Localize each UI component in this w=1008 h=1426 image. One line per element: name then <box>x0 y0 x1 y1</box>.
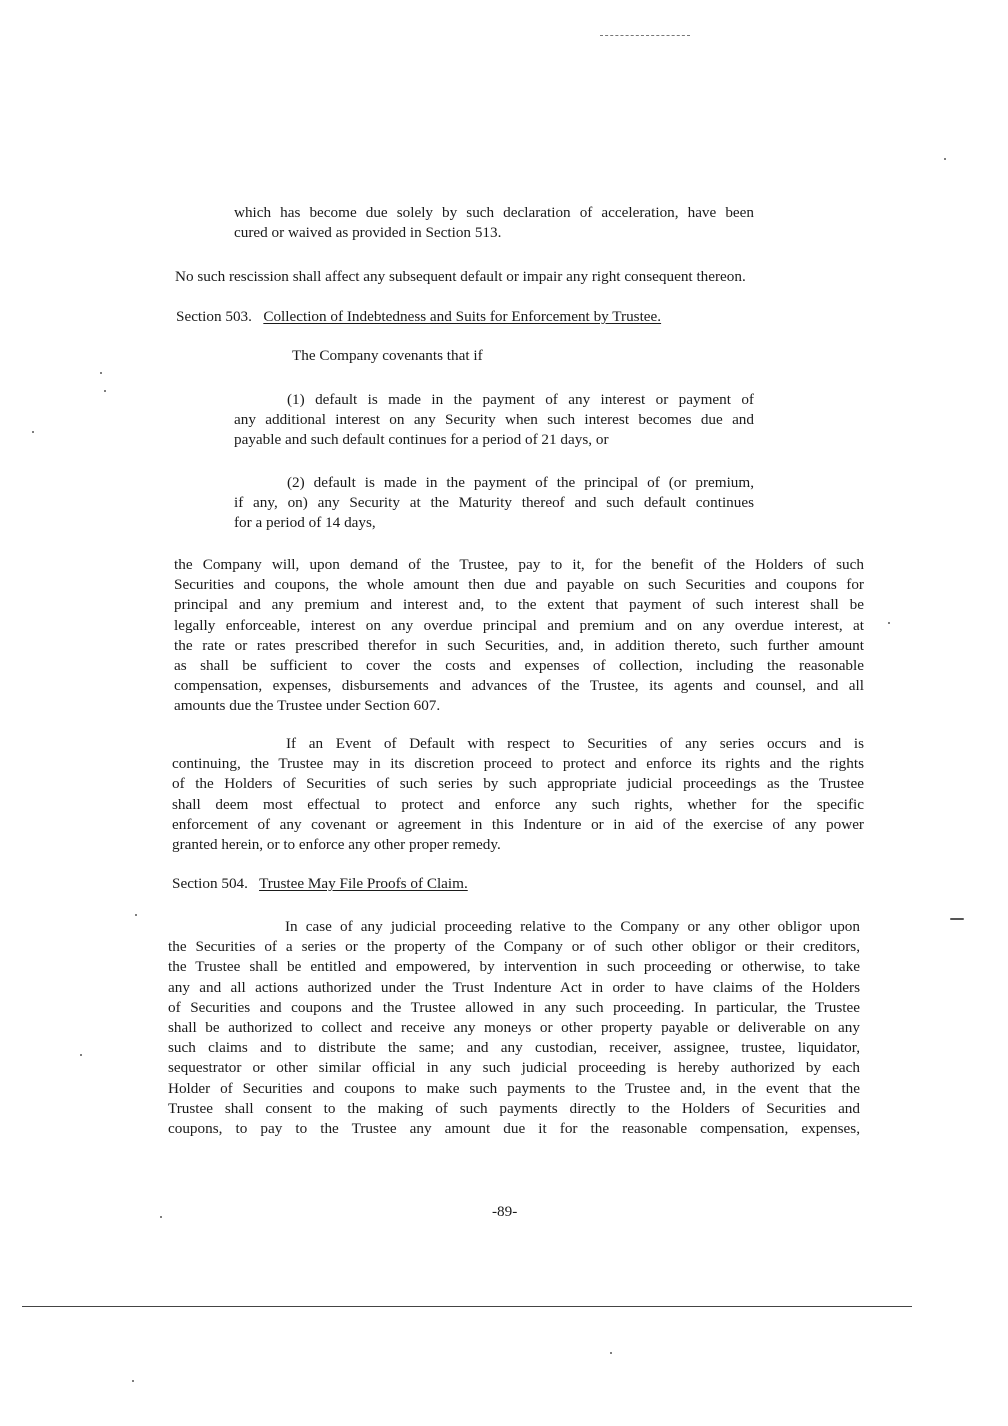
no-such-rescission-paragraph: No such rescission shall affect any subsequent default or impair any right consequent thereon. <box>175 268 746 285</box>
text-line: granted herein, or to enforce any other proper remedy. <box>172 836 501 854</box>
text-line: shall be authorized to collect and receive any moneys or other property payable or deliverable on any <box>168 1019 860 1037</box>
bottom-scan-rule <box>22 1306 912 1307</box>
scan-speck <box>80 1054 82 1056</box>
scan-speck <box>104 390 106 392</box>
text-line: if any, on) any Security at the Maturity thereof and such default continues <box>234 494 754 512</box>
proofs-of-claim-paragraph <box>168 917 860 1139</box>
text-line: payable and such default continues for a period of 21 days, or <box>234 431 609 449</box>
scan-speck <box>160 1216 162 1218</box>
text-line: Holder of Securities and coupons to make such payments to the Trustee and, in the event that the <box>168 1079 860 1097</box>
top-scan-rule <box>600 35 690 36</box>
text-line: Trustee shall consent to the making of such payments directly to the Holders of Securities and <box>168 1099 860 1117</box>
text-line: for a period of 14 days, <box>234 514 376 532</box>
text-line: which has become due solely by such declaration of acceleration, have been <box>234 204 754 221</box>
scan-speck <box>610 1352 612 1354</box>
section-number: Section 503. <box>176 308 252 325</box>
text-line: In case of any judicial proceeding relative to the Company or any other obligor upon <box>285 918 860 935</box>
text-line: (1) default is made in the payment of any interest or payment of <box>287 391 754 408</box>
scan-speck <box>135 914 137 916</box>
text-line: the Company will, upon demand of the Trustee, pay to it, for the benefit of the Holders of such <box>174 556 864 573</box>
text-line: sequestrator or other similar official in any such judicial proceeding is hereby authorized by each <box>168 1059 860 1077</box>
text-line: the Trustee shall be entitled and empowered, by intervention in such proceeding or otherwise, to take <box>168 958 860 976</box>
scan-speck <box>888 622 890 624</box>
scan-speck <box>100 372 102 374</box>
text-line: enforcement of any covenant or agreement in this Indenture or in aid of the exercise of any power <box>172 815 864 833</box>
scan-speck <box>132 1380 134 1382</box>
text-line: legally enforceable, interest on any overdue principal and premium and on any overdue interest, at <box>174 616 864 634</box>
text-line: Securities and coupons, the whole amount then due and payable on such Securities and coupons for <box>174 576 864 594</box>
text-line: as shall be sufficient to cover the costs and expenses of collection, including the reasonable <box>174 657 864 675</box>
covenant-intro: The Company covenants that if <box>292 347 483 364</box>
text-line: of Securities and coupons and the Trustee allowed in any such proceeding. In particular, the Trustee <box>168 998 860 1016</box>
section-title: Trustee May File Proofs of Claim. <box>259 875 468 892</box>
text-line: principal and any premium and interest and, to the extent that payment of such interest shall be <box>174 596 864 614</box>
text-line: (2) default is made in the payment of the principal of (or premium, <box>287 474 754 491</box>
text-line: of the Holders of Securities of such series by such appropriate judicial proceedings as the Trustee <box>172 775 864 793</box>
event-of-default-paragraph <box>172 734 864 855</box>
text-line: continuing, the Trustee may in its discretion proceed to protect and enforce its rights and the rights <box>172 755 864 773</box>
section-title: Collection of Indebtedness and Suits for Enforcement by Trustee. <box>263 308 662 325</box>
rescission-continuation <box>234 203 754 243</box>
text-line: cured or waived as provided in Section 513. <box>234 224 502 242</box>
text-line: the Securities of a series or the property of the Company or of such other obligor or their creditors, <box>168 938 860 956</box>
text-line: compensation, expenses, disbursements and advances of the Trustee, its agents and counsel, and all <box>174 677 864 695</box>
page-number: -89- <box>492 1203 518 1220</box>
scan-speck <box>950 918 964 920</box>
section-504-heading <box>172 874 468 894</box>
text-line: such claims and to distribute the same; and any custodian, receiver, assignee, trustee, liquidator, <box>168 1039 860 1057</box>
clause-2 <box>234 473 754 534</box>
text-line: coupons, to pay to the Trustee any amount due it for the reasonable compensation, expenses, <box>168 1120 860 1138</box>
text-line: any additional interest on any Security when such interest becomes due and <box>234 411 754 429</box>
text-line: If an Event of Default with respect to Securities of any series occurs and is <box>286 735 864 752</box>
scan-speck <box>32 431 34 433</box>
clause-1 <box>234 390 754 451</box>
text-line: the rate or rates prescribed therefor in such Securities, and, in addition thereto, such further amount <box>174 636 864 654</box>
text-line: any and all actions authorized under the Trust Indenture Act in order to have claims of the Holders <box>168 978 860 996</box>
text-line: shall deem most effectual to protect and enforce any such rights, whether for the specific <box>172 795 864 813</box>
section-number: Section 504. <box>172 875 248 892</box>
company-payment-paragraph <box>174 555 864 717</box>
section-503-heading <box>176 307 661 327</box>
scan-speck <box>944 158 946 160</box>
text-line: amounts due the Trustee under Section 607. <box>174 697 441 715</box>
